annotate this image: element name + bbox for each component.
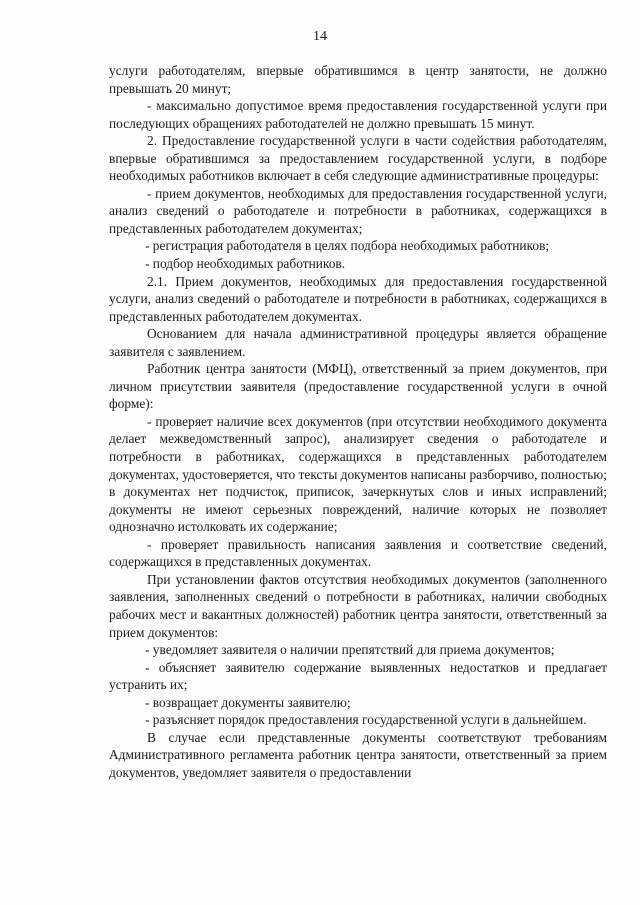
paragraph: - проверяет правильность написания заявления и соответствие сведений, содержащихся в представленных документах.	[109, 536, 607, 570]
paragraph: услуги работодателям, впервые обратившимся в центр занятости, не должно превышать 20 минут;	[109, 63, 607, 96]
page-number: 14	[313, 29, 327, 44]
paragraph: 2.1. Прием документов, необходимых для предоставления государственной услуги, анализ сведений о работодателе и потребности в работниках, содержащихся в представленных работодателем документах.	[109, 273, 607, 324]
document-body	[109, 62, 607, 781]
paragraph: - максимально допустимое время предоставления государственной услуги при последующих обращениях работодателей не должно превышать 15 минут.	[109, 98, 607, 131]
paragraph: В случае если представленные документы соответствуют требованиям Административного регламента работник центра занятости, ответственный за прием документов, уведомляет заявителя о предоставлении	[109, 729, 607, 780]
paragraph: - объясняет заявителю содержание выявленных недостатков и предлагает устранить их;	[109, 659, 607, 693]
paragraph: Основанием для начала административной процедуры является обращение заявителя с заявлением.	[109, 326, 607, 359]
paragraph: При установлении фактов отсутствия необходимых документов (заполненного заявления, заполненных сведений о потребности в работниках, наличии свободных рабочих мест и вакантных должностей) работник центра занятости, ответственный за прием документов:	[109, 571, 607, 640]
paragraph: - прием документов, необходимых для предоставления государственной услуги, анализ сведений о работодателе и потребности в работниках, содержащихся в представленных работодателем документах;	[109, 185, 607, 236]
paragraph: Работник центра занятости (МФЦ), ответственный за прием документов, при личном присутствии заявителя (предоставление государственной услуги в очной форме):	[109, 361, 607, 412]
paragraph: - возвращает документы заявителю;	[145, 694, 351, 710]
paragraph: - уведомляет заявителя о наличии препятствий для приема документов;	[145, 642, 555, 658]
paragraph: - разъясняет порядок предоставления государственной услуги в дальнейшем.	[145, 712, 587, 728]
paragraph: - подбор необходимых работников.	[145, 256, 346, 272]
paragraph: 2. Предоставление государственной услуги в части содействия работодателям, впервые обратившимся за предоставлением государственной услуги, в подборе необходимых работников включает в себя следующие административные процедуры:	[109, 133, 607, 184]
paragraph: - регистрация работодателя в целях подбора необходимых работников;	[145, 238, 550, 254]
paragraph: - проверяет наличие всех документов (при отсутствии необходимого документа делает межведомственный запрос), анализирует сведения о работодателе и потребности в работниках, содержащихся в представленных работодателем документах, удостоверяется, что тексты документов написаны разборчиво, полностью; в документах нет подчисток, приписок, зачеркнутых слов и иных исправлений; документы не имеют серьезных повреждений, наличие которых не позволяет однозначно истолковать их содержание;	[109, 413, 607, 535]
